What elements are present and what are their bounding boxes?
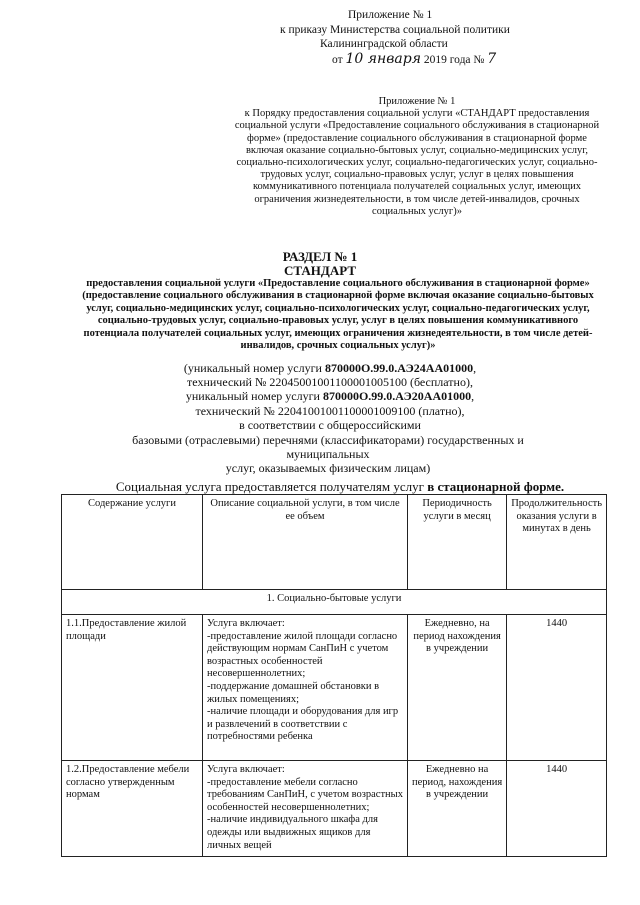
appendix-2-header: [228, 96, 606, 218]
table-header-row: [62, 495, 607, 590]
unique-code-2: 870000О.99.0.АЭ20АА01000: [322, 389, 472, 404]
row-service-name: 1.2.Предоставление мебели согласно утвержденным нормам: [62, 761, 203, 857]
table-row: [62, 615, 607, 761]
standard-title: предоставления социальной услуги «Предоставление социального обслуживания в стационарной форме» (предоставление социального обслуживания в стационарной форме включая оказание социально-бытовых услуг, социально-медицинских услуг, социально-психологических услуг, социально-педагогических услуг, социально-трудовых услуг, социально-правовых услуг, услуг в целях повышения коммуникативного потенциала получателей социальных услуг, имеющих ограничения жизнедеятельности, в том числе детей-инвалидов, срочных социальных услуг)»: [82, 278, 594, 352]
standard-heading: СТАНДАРТ: [283, 263, 356, 278]
header-duration: Продолжительность оказания услуги в минутах в день: [507, 495, 607, 590]
codes-line-8: услуг, оказываемых физическим лицам): [225, 461, 431, 476]
appendix-1-title: Приложение № 1: [348, 9, 433, 21]
date-suffix: 2019 года №: [423, 53, 485, 66]
header-content: Содержание услуги: [62, 495, 203, 590]
codes-line-7: муниципальных: [286, 447, 370, 462]
appendix-1-date-line: [280, 52, 610, 68]
row-duration: 1440: [507, 615, 607, 761]
technical-number-2: технический № 22041001001100001009100 (платно),: [195, 403, 465, 418]
handwritten-date: 10 января: [345, 50, 421, 67]
appendix-1-line2: к приказу Министерства социальной политики: [280, 23, 510, 36]
section-heading: РАЗДЕЛ № 1: [282, 249, 358, 264]
row-service-name: 1.1.Предоставление жилой площади: [62, 615, 203, 761]
unique-code-1: 870000О.99.0.АЭ24АА01000: [324, 361, 474, 375]
service-codes: [120, 361, 540, 432]
services-table: [61, 494, 607, 857]
handwritten-number: 7: [487, 50, 497, 67]
technical-number-1: технический № 22045001001100001005100 (бесплатно),: [187, 375, 473, 390]
header-description: Описание социальной услуги, в том числе ее объем: [203, 495, 408, 590]
row-description: Услуга включает: -предоставление мебели согласно требованиям СанПиН, с учетом возрастных особенностей несовершеннолетних; -наличие индивидуального шкафа для одежды или выдвижных ящиков для личных вещей: [203, 761, 408, 857]
codes-line-5: в соответствии с общероссийскими: [239, 417, 421, 432]
codes-classifier: [38, 433, 618, 476]
table-row: [62, 761, 607, 857]
row-description: Услуга включает: -предоставление жилой площади согласно действующим нормам СанПиН с учетом возрастных особенностей несовершеннолетних; -поддержание домашней обстановки в жилых помещениях; -наличие площади и оборудования для игр и развлечений в соответствии с потребностями ребенка: [203, 615, 408, 761]
appendix-2-title: Приложение № 1: [378, 96, 456, 107]
codes-line-6: базовыми (отраслевыми) перечнями (классификаторами) государственных и: [132, 433, 524, 447]
unique-number-1: (уникальный номер услуги 870000О.99.0.АЭ24АА01000,: [183, 361, 477, 375]
header-periodicity: Периодичность услуги в месяц: [408, 495, 507, 590]
row-duration: 1440: [507, 761, 607, 857]
appendix-1-header: [280, 8, 610, 67]
date-prefix: от: [332, 53, 343, 66]
section-row: [62, 590, 607, 615]
appendix-1-line3: Калининградской области: [320, 38, 448, 50]
provision-form-line: Социальная услуга предоставляется получателям услуг в стационарной форме.: [115, 479, 565, 494]
row-periodicity: Ежедневно на период, нахождения в учреждении: [408, 761, 507, 857]
unique-number-2: уникальный номер услуги 870000О.99.0.АЭ20АА01000,: [185, 389, 475, 404]
row-periodicity: Ежедневно, на период нахождения в учреждении: [408, 615, 507, 761]
provision-form: в стационарной форме.: [427, 479, 565, 494]
section-row-label: 1. Социально-бытовые услуги: [62, 590, 607, 615]
appendix-2-text: к Порядку предоставления социальной услуги «СТАНДАРТ предоставления социальной услуги «Предоставление социального обслуживания в стационарной форме» (предоставление социального обслуживания в стационарной форме включая оказание социально-бытовых услуг, социально-медицинских услуг, социально-психологических услуг, социально-педагогических услуг, социально-трудовых услуг, социально-правовых услуг, услуг в целях повышения коммуникативного потенциала получателей социальных услуг, имеющих ограничения жизнедеятельности, в том числе детей-инвалидов, срочных социальных услуг)»: [234, 108, 600, 217]
